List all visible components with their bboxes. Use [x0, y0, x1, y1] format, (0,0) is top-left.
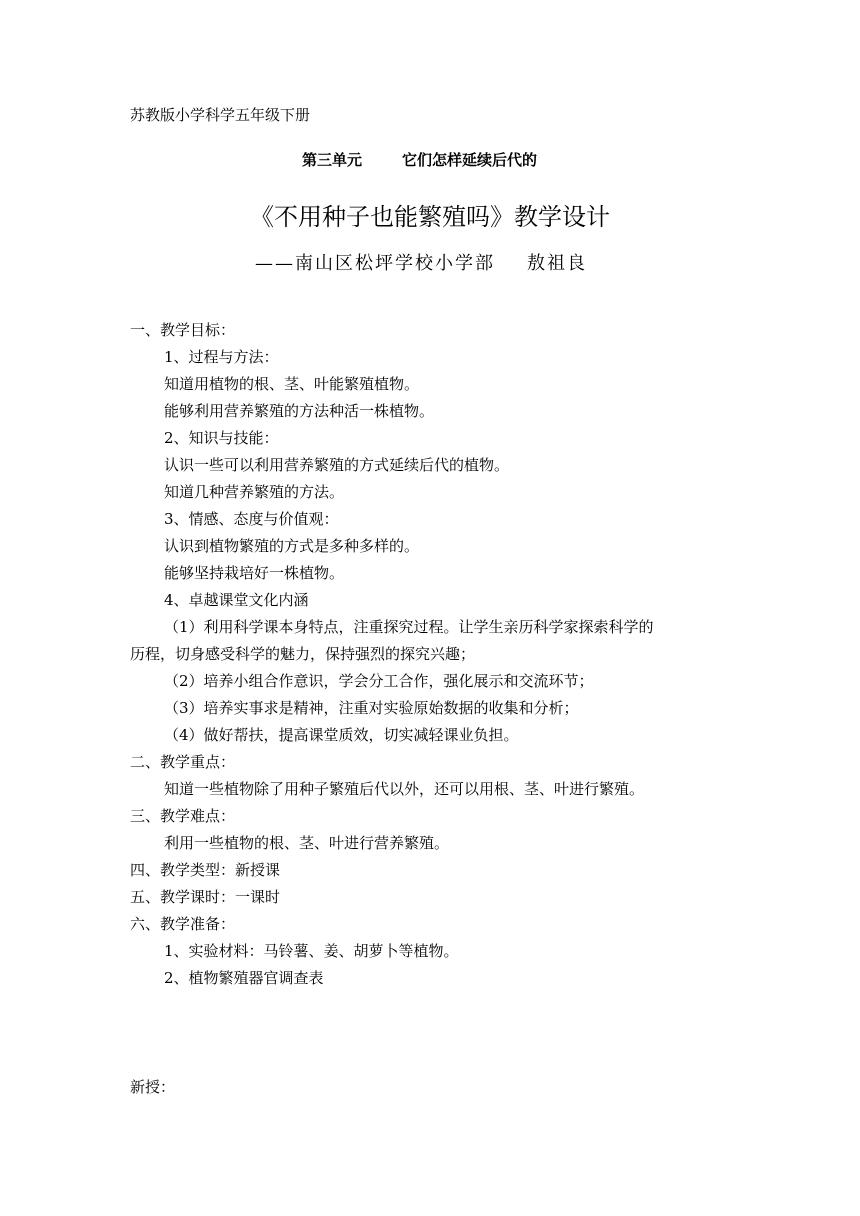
section-heading-hours: 五、教学课时：一课时 — [130, 888, 281, 906]
text-line: 2、植物繁殖器官调查表 — [164, 969, 324, 987]
text-line: 历程，切身感受科学的魅力，保持强烈的探究兴趣； — [130, 645, 476, 663]
section-heading-key-points: 二、教学重点： — [130, 753, 236, 771]
author-name: 敖祖良 — [527, 253, 587, 274]
course-label: 苏教版小学科学五年级下册 — [130, 106, 311, 124]
text-line: （1）利用科学课本身特点，注重探究过程。让学生亲历科学家探索科学的 — [164, 618, 654, 636]
section-heading-preparation: 六、教学准备： — [130, 915, 236, 933]
text-line: 利用一些植物的根、茎、叶进行营养繁殖。 — [164, 834, 450, 852]
text-line: 认识到植物繁殖的方式是多种多样的。 — [164, 537, 420, 555]
unit-label: 第三单元 — [302, 151, 363, 169]
new-lesson-label: 新授： — [130, 1078, 176, 1096]
unit-heading — [302, 150, 537, 170]
unit-title: 它们怎样延续后代的 — [402, 151, 538, 169]
text-line: （2）培养小组合作意识，学会分工合作，强化展示和交流环节； — [164, 672, 594, 690]
author-line — [255, 252, 587, 276]
sub-heading-process: 1、过程与方法： — [164, 348, 279, 366]
author-school: ——南山区松坪学校小学部 — [255, 253, 495, 274]
text-line: 知道用植物的根、茎、叶能繁殖植物。 — [164, 375, 420, 393]
sub-heading-culture: 4、卓越课堂文化内涵 — [164, 591, 309, 609]
section-heading-type: 四、教学类型：新授课 — [130, 861, 281, 879]
page-title: 《不用种子也能繁殖吗》教学设计 — [250, 203, 610, 231]
text-line: 能够坚持栽培好一株植物。 — [164, 564, 345, 582]
text-line: 能够利用营养繁殖的方法种活一株植物。 — [164, 402, 435, 420]
text-line: 1、实验材料：马铃薯、姜、胡萝卜等植物。 — [164, 942, 459, 960]
text-line: 知道几种营养繁殖的方法。 — [164, 483, 345, 501]
text-line: 认识一些可以利用营养繁殖的方式延续后代的植物。 — [164, 456, 510, 474]
text-line: （3）培养实事求是精神，注重对实验原始数据的收集和分析； — [164, 699, 579, 717]
text-line: （4）做好帮扶，提高课堂质效，切实减轻课业负担。 — [164, 726, 519, 744]
section-heading-objectives: 一、教学目标： — [130, 321, 236, 339]
section-heading-difficulties: 三、教学难点： — [130, 807, 236, 825]
sub-heading-knowledge: 2、知识与技能： — [164, 429, 279, 447]
text-line: 知道一些植物除了用种子繁殖后代以外，还可以用根、茎、叶进行繁殖。 — [164, 780, 645, 798]
sub-heading-attitude: 3、情感、态度与价值观： — [164, 510, 339, 528]
